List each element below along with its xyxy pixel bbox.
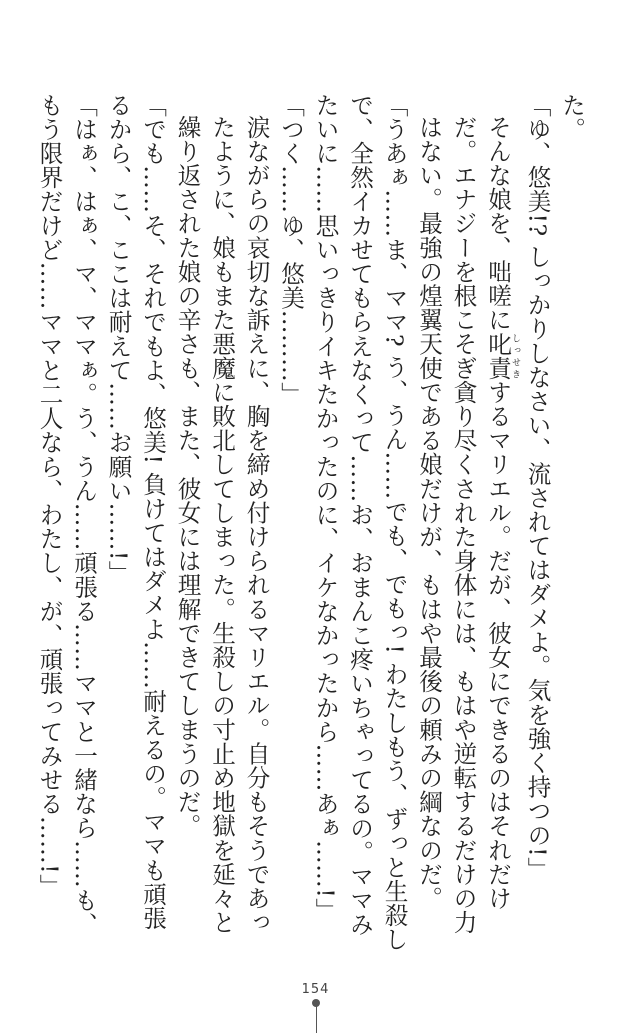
paragraph-3-end: するマリエル。だが、彼女にできるのはそれだけだ。エナジーを根こそぎ貪り尽くされた身体には、もはや逆転するだけの力はない。最強の煌翼天使である娘だけが、もはや最後の頼みの綱なのだ。 <box>415 115 512 935</box>
page-marker-line <box>316 1005 317 1033</box>
page-number: 154 <box>301 982 330 997</box>
paragraph-4: 「うあぁ……ま、ママ? う、うん……でも、でもっ! わたしもう、ずっと生殺しで、全然イカせてもらえなくって……お、おまんこ疼いちゃってるの。ママみたいに……思いっきりイキたかったのに、イケなかったから……あぁ……!」 <box>311 93 409 952</box>
paragraph-7: 「でも……そ、それでもよ、悠美! 負けてはダメよ……耐えるの。ママも頑張るから、こ、ここは耐えて……お願い……!」 <box>104 93 167 931</box>
vertical-text-body <box>29 93 589 953</box>
paragraph-5: 「つく……ゆ、悠美………」 <box>277 93 305 407</box>
paragraph-2: 「ゆ、悠美!? しっかりしなさい、流されてはダメよ。気を強く持つの!」 <box>523 93 552 882</box>
paragraph-3-start: そんな娘を、咄嗟に <box>484 115 512 332</box>
paragraph-3 <box>412 93 521 953</box>
paragraph-1: た。 <box>558 93 586 142</box>
ruby-base: 叱責 <box>484 331 512 381</box>
paragraph-8: 「はぁ、はぁ、マ、ママぁ。う、うん……頑張る……ママと一緒なら……も、もう限界だけど……ママと二人なら、わたし、が、頑張ってみせる……!」 <box>35 93 98 937</box>
paragraph-6: 涙ながらの哀切な訴えに、胸を締め付けられるマリエル。自分もそうであったように、娘もまた悪魔に敗北してしまった。生殺しの寸止め地獄を延々と繰り返された娘の辛さも、また、彼女には理解できてしまうのだ。 <box>173 115 271 935</box>
page-marker-icon <box>310 999 322 1033</box>
ruby-word <box>484 331 520 381</box>
ruby-reading: しっせき <box>510 331 520 381</box>
